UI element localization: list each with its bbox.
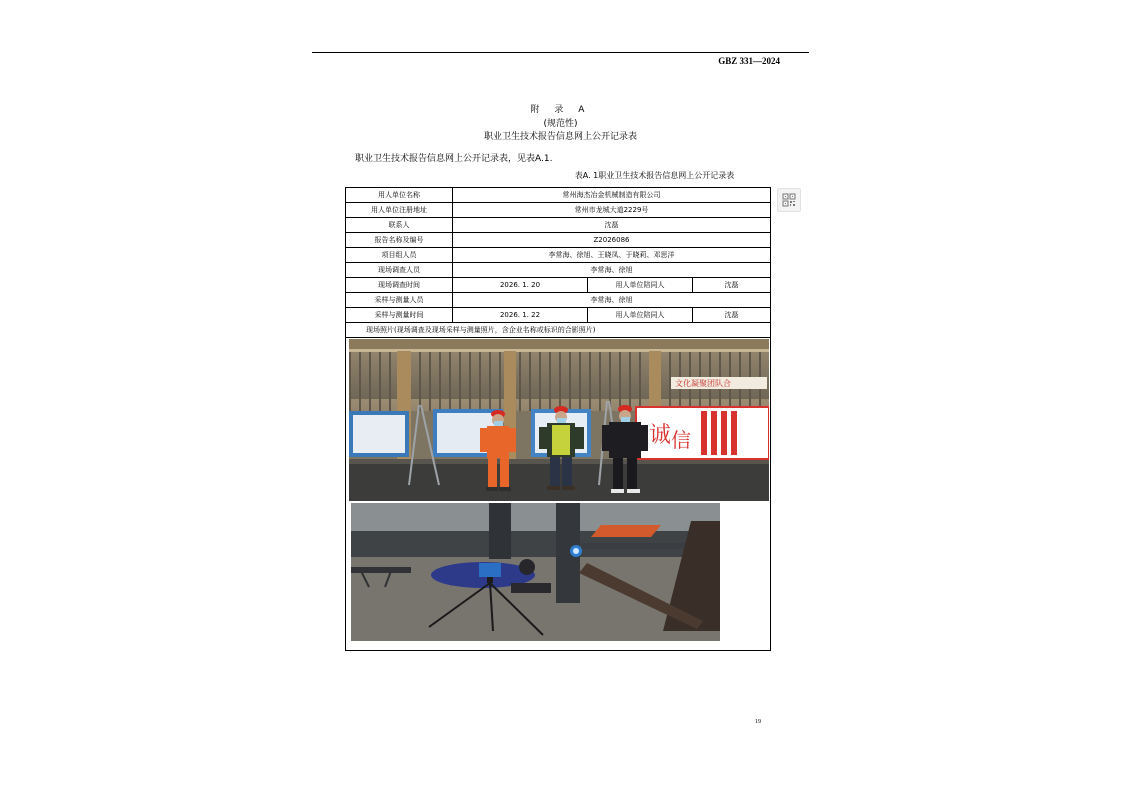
row-value: 李常海、徐旭、王晓凤、于晓莉、邓思洋 (453, 248, 771, 263)
sign-character: 信 (671, 428, 691, 452)
table-row (346, 263, 771, 278)
site-survey-photo (349, 339, 769, 501)
row-label: 用人单位名称 (346, 188, 453, 203)
sampling-photo (351, 503, 720, 641)
row-label: 现场调查时间 (346, 278, 453, 293)
table-row (346, 233, 771, 248)
row-value: 2026. 1. 22 (453, 308, 588, 323)
companion-label: 用人单位陪同人 (588, 308, 693, 323)
table-row (346, 323, 771, 338)
row-label: 采样与测量人员 (346, 293, 453, 308)
sign-character: 诚 (649, 423, 672, 448)
row-value: 李常海、徐旭 (453, 293, 771, 308)
row-value: 李常海、徐旭 (453, 263, 771, 278)
standard-code: GBZ 331—2024 (718, 56, 780, 66)
table-caption: 表A. 1职业卫生技术报告信息网上公开记录表 (574, 171, 735, 180)
row-label: 采样与测量时间 (346, 308, 453, 323)
banner-text: 文化凝聚团队合 (675, 379, 731, 388)
sampling-photo-graphic (351, 503, 720, 641)
table-row (346, 278, 771, 293)
row-value: 沈磊 (453, 218, 771, 233)
table-row (346, 338, 771, 651)
table-row (346, 203, 771, 218)
companion-label: 用人单位陪同人 (588, 278, 693, 293)
row-value: 常州海杰冶金机械制造有限公司 (453, 188, 771, 203)
appendix-label: 附 录 A (530, 105, 591, 115)
row-label: 项目组人员 (346, 248, 453, 263)
qr-code-icon (782, 193, 796, 207)
record-table (345, 187, 771, 651)
table-row (346, 248, 771, 263)
row-value: 常州市龙城大道2229号 (453, 203, 771, 218)
table-row (346, 308, 771, 323)
site-survey-photo-graphic (349, 339, 769, 501)
page-number: 19 (755, 719, 761, 725)
row-value: Z2026086 (453, 233, 771, 248)
companion-value: 沈磊 (693, 308, 771, 323)
row-label: 联系人 (346, 218, 453, 233)
table-row (346, 218, 771, 233)
qr-code-button[interactable] (777, 188, 801, 212)
header-rule (312, 52, 809, 53)
row-value: 2026. 1. 20 (453, 278, 588, 293)
intro-text: 职业卫生技术报告信息网上公开记录表，见表A.1. (355, 154, 553, 164)
row-label: 用人单位注册地址 (346, 203, 453, 218)
table-row (346, 188, 771, 203)
table-row (346, 293, 771, 308)
appendix-nature: (规范性) (543, 119, 578, 129)
photos-cell (346, 338, 771, 651)
photos-label: 现场照片(现场调查及现场采样与测量照片，含企业名称或标识的合影照片) (346, 323, 771, 338)
appendix-title: 职业卫生技术报告信息网上公开记录表 (483, 132, 637, 142)
companion-value: 沈磊 (693, 278, 771, 293)
row-label: 报告名称及编号 (346, 233, 453, 248)
row-label: 现场调查人员 (346, 263, 453, 278)
